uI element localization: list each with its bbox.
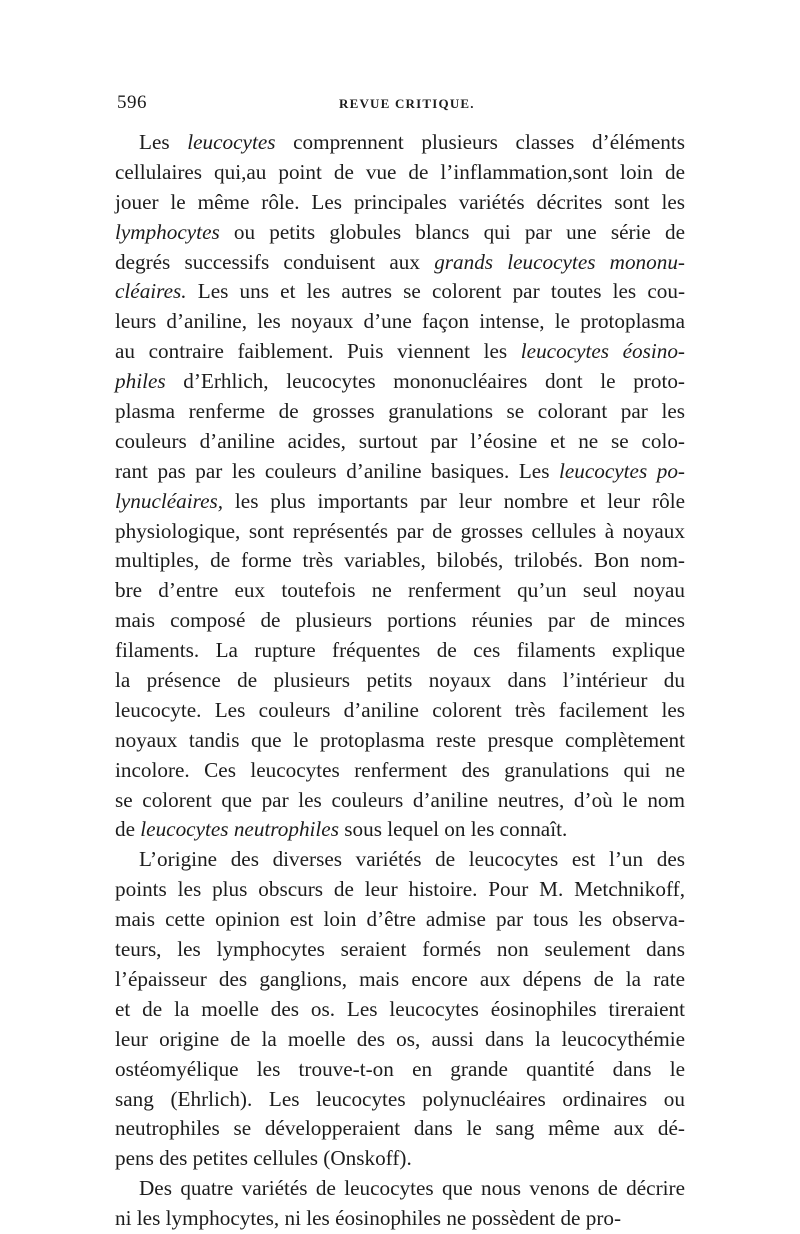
text-line xyxy=(115,337,685,367)
italic-term: cléaires. xyxy=(115,279,187,304)
text-line xyxy=(115,457,685,487)
text-segment: cellulaires qui,au point de vue de l’inflammation,sont loin de xyxy=(115,159,685,184)
text-segment: degrés successifs conduisent aux xyxy=(115,249,435,274)
text-line xyxy=(115,696,685,726)
text-segment: sang (Ehrlich). Les leucocytes polynucléaires ordinaires ou xyxy=(115,1086,685,1111)
text-segment: de xyxy=(115,817,141,842)
text-segment: l’épaisseur des ganglions, mais encore aux dépens de la rate xyxy=(115,966,685,991)
text-segment: pens des petites cellules (Onskoff). xyxy=(115,1146,412,1171)
text-segment: ni les lymphocytes, ni les éosinophiles ne possèdent de pro- xyxy=(115,1206,622,1231)
italic-term: lynucléaires, xyxy=(115,488,224,513)
text-line xyxy=(115,248,685,278)
italic-term: lymphocytes xyxy=(115,219,220,244)
text-line xyxy=(115,875,685,905)
text-line xyxy=(115,1204,685,1234)
text-segment: plasma renferme de grosses granulations se colorant par les xyxy=(115,399,685,424)
text-segment: se colorent que par les couleurs d’aniline neutres, d’où le nom xyxy=(115,787,685,812)
text-segment: au contraire faiblement. Puis viennent les xyxy=(115,339,521,364)
text-line xyxy=(115,188,685,218)
text-segment: neutrophiles se développeraient dans le sang même aux dé- xyxy=(115,1116,685,1141)
text-line xyxy=(115,995,685,1025)
text-line xyxy=(115,277,685,307)
text-segment: mais cette opinion est loin d’être admise par tous les observa- xyxy=(115,907,685,932)
text-segment: Des quatre variétés de leucocytes que nous venons de décrire xyxy=(139,1176,685,1201)
text-line xyxy=(115,158,685,188)
text-line xyxy=(115,666,685,696)
paragraph xyxy=(115,845,685,1174)
text-line xyxy=(115,786,685,816)
text-segment: les plus importants par leur nombre et leur rôle xyxy=(223,488,685,513)
text-segment: jouer le même rôle. Les principales variétés décrites sont les xyxy=(115,189,685,214)
text-line xyxy=(115,1085,685,1115)
text-segment: filaments. La rupture fréquentes de ces filaments explique xyxy=(115,638,685,663)
text-line xyxy=(115,606,685,636)
text-segment: couleurs d’aniline acides, surtout par l’éosine et ne se colo- xyxy=(115,428,685,453)
text-segment: comprennent plusieurs classes d’éléments xyxy=(275,130,685,154)
text-line xyxy=(115,1055,685,1085)
text-line xyxy=(115,845,685,875)
text-segment: mais composé de plusieurs portions réunies par de minces xyxy=(115,608,685,633)
paragraph xyxy=(115,1174,685,1234)
italic-term: leucocytes éosino- xyxy=(520,339,685,364)
body-text xyxy=(115,128,685,1234)
text-line xyxy=(115,965,685,995)
text-line xyxy=(115,128,685,158)
text-line xyxy=(115,517,685,547)
text-line xyxy=(115,397,685,427)
text-segment: leurs d’aniline, les noyaux d’une façon intense, le protoplasma xyxy=(115,309,685,334)
text-line xyxy=(115,487,685,517)
text-segment: noyaux tandis que le protoplasma reste presque complètement xyxy=(115,727,685,752)
text-line xyxy=(115,935,685,965)
text-segment: teurs, les lymphocytes seraient formés non seulement dans xyxy=(115,937,685,962)
text-line xyxy=(115,367,685,397)
text-line xyxy=(115,307,685,337)
text-segment: L’origine des diverses variétés de leucocytes est l’un des xyxy=(139,847,685,872)
text-line xyxy=(115,905,685,935)
text-line xyxy=(115,576,685,606)
text-line xyxy=(115,1144,685,1174)
text-segment: points les plus obscurs de leur histoire. Pour M. Metchnikoff, xyxy=(115,877,685,902)
page-number: 596 xyxy=(117,92,147,113)
running-title: REVUE CRITIQUE. xyxy=(339,96,475,111)
italic-term: leucocytes xyxy=(187,130,276,154)
text-line xyxy=(115,1114,685,1144)
text-line xyxy=(115,815,685,845)
italic-term: philes xyxy=(115,369,166,394)
text-segment: sous lequel on les connaît. xyxy=(338,817,568,842)
text-segment: multiples, de forme très variables, bilobés, trilobés. Bon nom- xyxy=(115,548,685,573)
text-segment: rant pas par les couleurs d’aniline basiques. Les xyxy=(115,458,559,483)
text-line xyxy=(115,756,685,786)
text-line xyxy=(115,427,685,457)
text-segment: d’Erhlich, leucocytes mononucléaires dont le proto- xyxy=(165,369,685,394)
paragraph xyxy=(115,128,685,845)
text-line xyxy=(115,726,685,756)
text-segment: et de la moelle des os. Les leucocytes éosinophiles tireraient xyxy=(115,996,685,1021)
text-line xyxy=(115,1025,685,1055)
italic-term: leucocytes po- xyxy=(558,458,685,483)
text-segment: bre d’entre eux toutefois ne renferment qu’un seul noyau xyxy=(115,578,685,603)
page-header xyxy=(117,92,697,122)
text-segment: ou petits globules blancs qui par une série de xyxy=(219,219,685,244)
text-line xyxy=(115,546,685,576)
text-segment: Les xyxy=(139,130,188,154)
text-line xyxy=(115,1174,685,1204)
text-segment: Les uns et les autres se colorent par toutes les cou- xyxy=(186,279,685,304)
text-segment: leur origine de la moelle des os, aussi dans la leucocythémie xyxy=(115,1026,685,1051)
text-segment: leucocyte. Les couleurs d’aniline colorent très facilement les xyxy=(115,697,685,722)
text-line xyxy=(115,636,685,666)
text-segment: ostéomyélique les trouve-t-on en grande quantité dans le xyxy=(115,1056,685,1081)
italic-term: leucocytes neutrophiles xyxy=(140,817,339,842)
text-line xyxy=(115,218,685,248)
text-segment: la présence de plusieurs petits noyaux dans l’intérieur du xyxy=(115,668,685,693)
text-segment: physiologique, sont représentés par de grosses cellules à noyaux xyxy=(115,518,685,543)
italic-term: grands leucocytes mononu- xyxy=(434,249,685,274)
text-segment: incolore. Ces leucocytes renferment des granulations qui ne xyxy=(115,757,685,782)
